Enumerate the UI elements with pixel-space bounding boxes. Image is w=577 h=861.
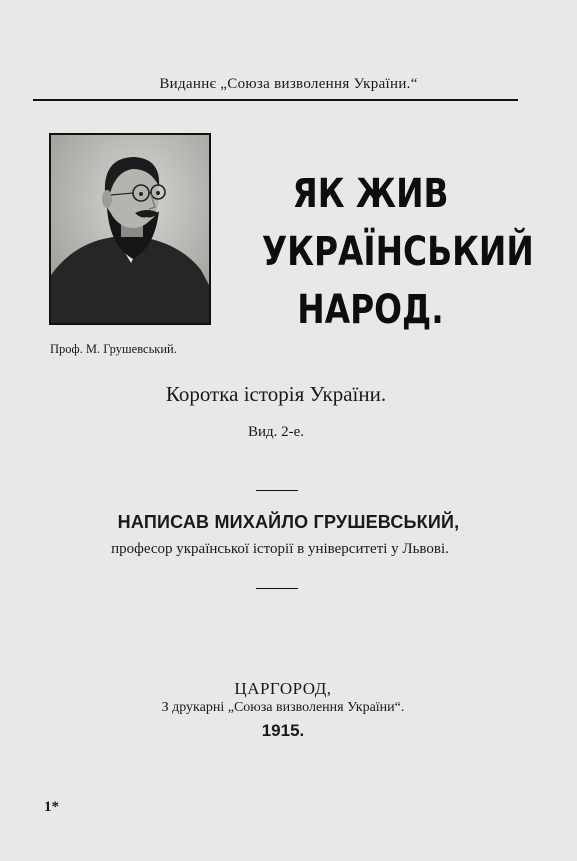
signature-mark: 1*: [44, 799, 59, 815]
publisher-line: Виданнє „Союза визволення України.“: [159, 76, 418, 92]
imprint-year: 1915.: [261, 721, 305, 740]
portrait-illustration: [51, 135, 209, 323]
author-name: НАПИСАВ МИХАЙЛО ГРУШЕВСЬКИЙ,: [117, 512, 460, 532]
author-portrait: [49, 133, 211, 325]
author-role: професор української історії в університеті у Львові.: [111, 541, 449, 557]
book-title: [261, 165, 534, 339]
imprint-city: ЦАРГОРОД,: [234, 679, 332, 698]
divider-rule: [256, 490, 298, 491]
divider-rule: [256, 588, 298, 589]
title-line-1: ЯК ЖИВ: [292, 171, 449, 217]
title-line-3: НАРОД.: [297, 287, 444, 333]
edition-label: Вид. 2-е.: [247, 424, 305, 440]
portrait-caption: Проф. М. Грушевський.: [50, 342, 177, 356]
title-line-2: УКРАЇНСЬКИЙ: [261, 229, 534, 275]
header-rule: [33, 99, 518, 101]
imprint-printer: З друкарні „Союза визволення України“.: [161, 700, 405, 715]
book-subtitle: Коротка історія України.: [165, 382, 387, 406]
